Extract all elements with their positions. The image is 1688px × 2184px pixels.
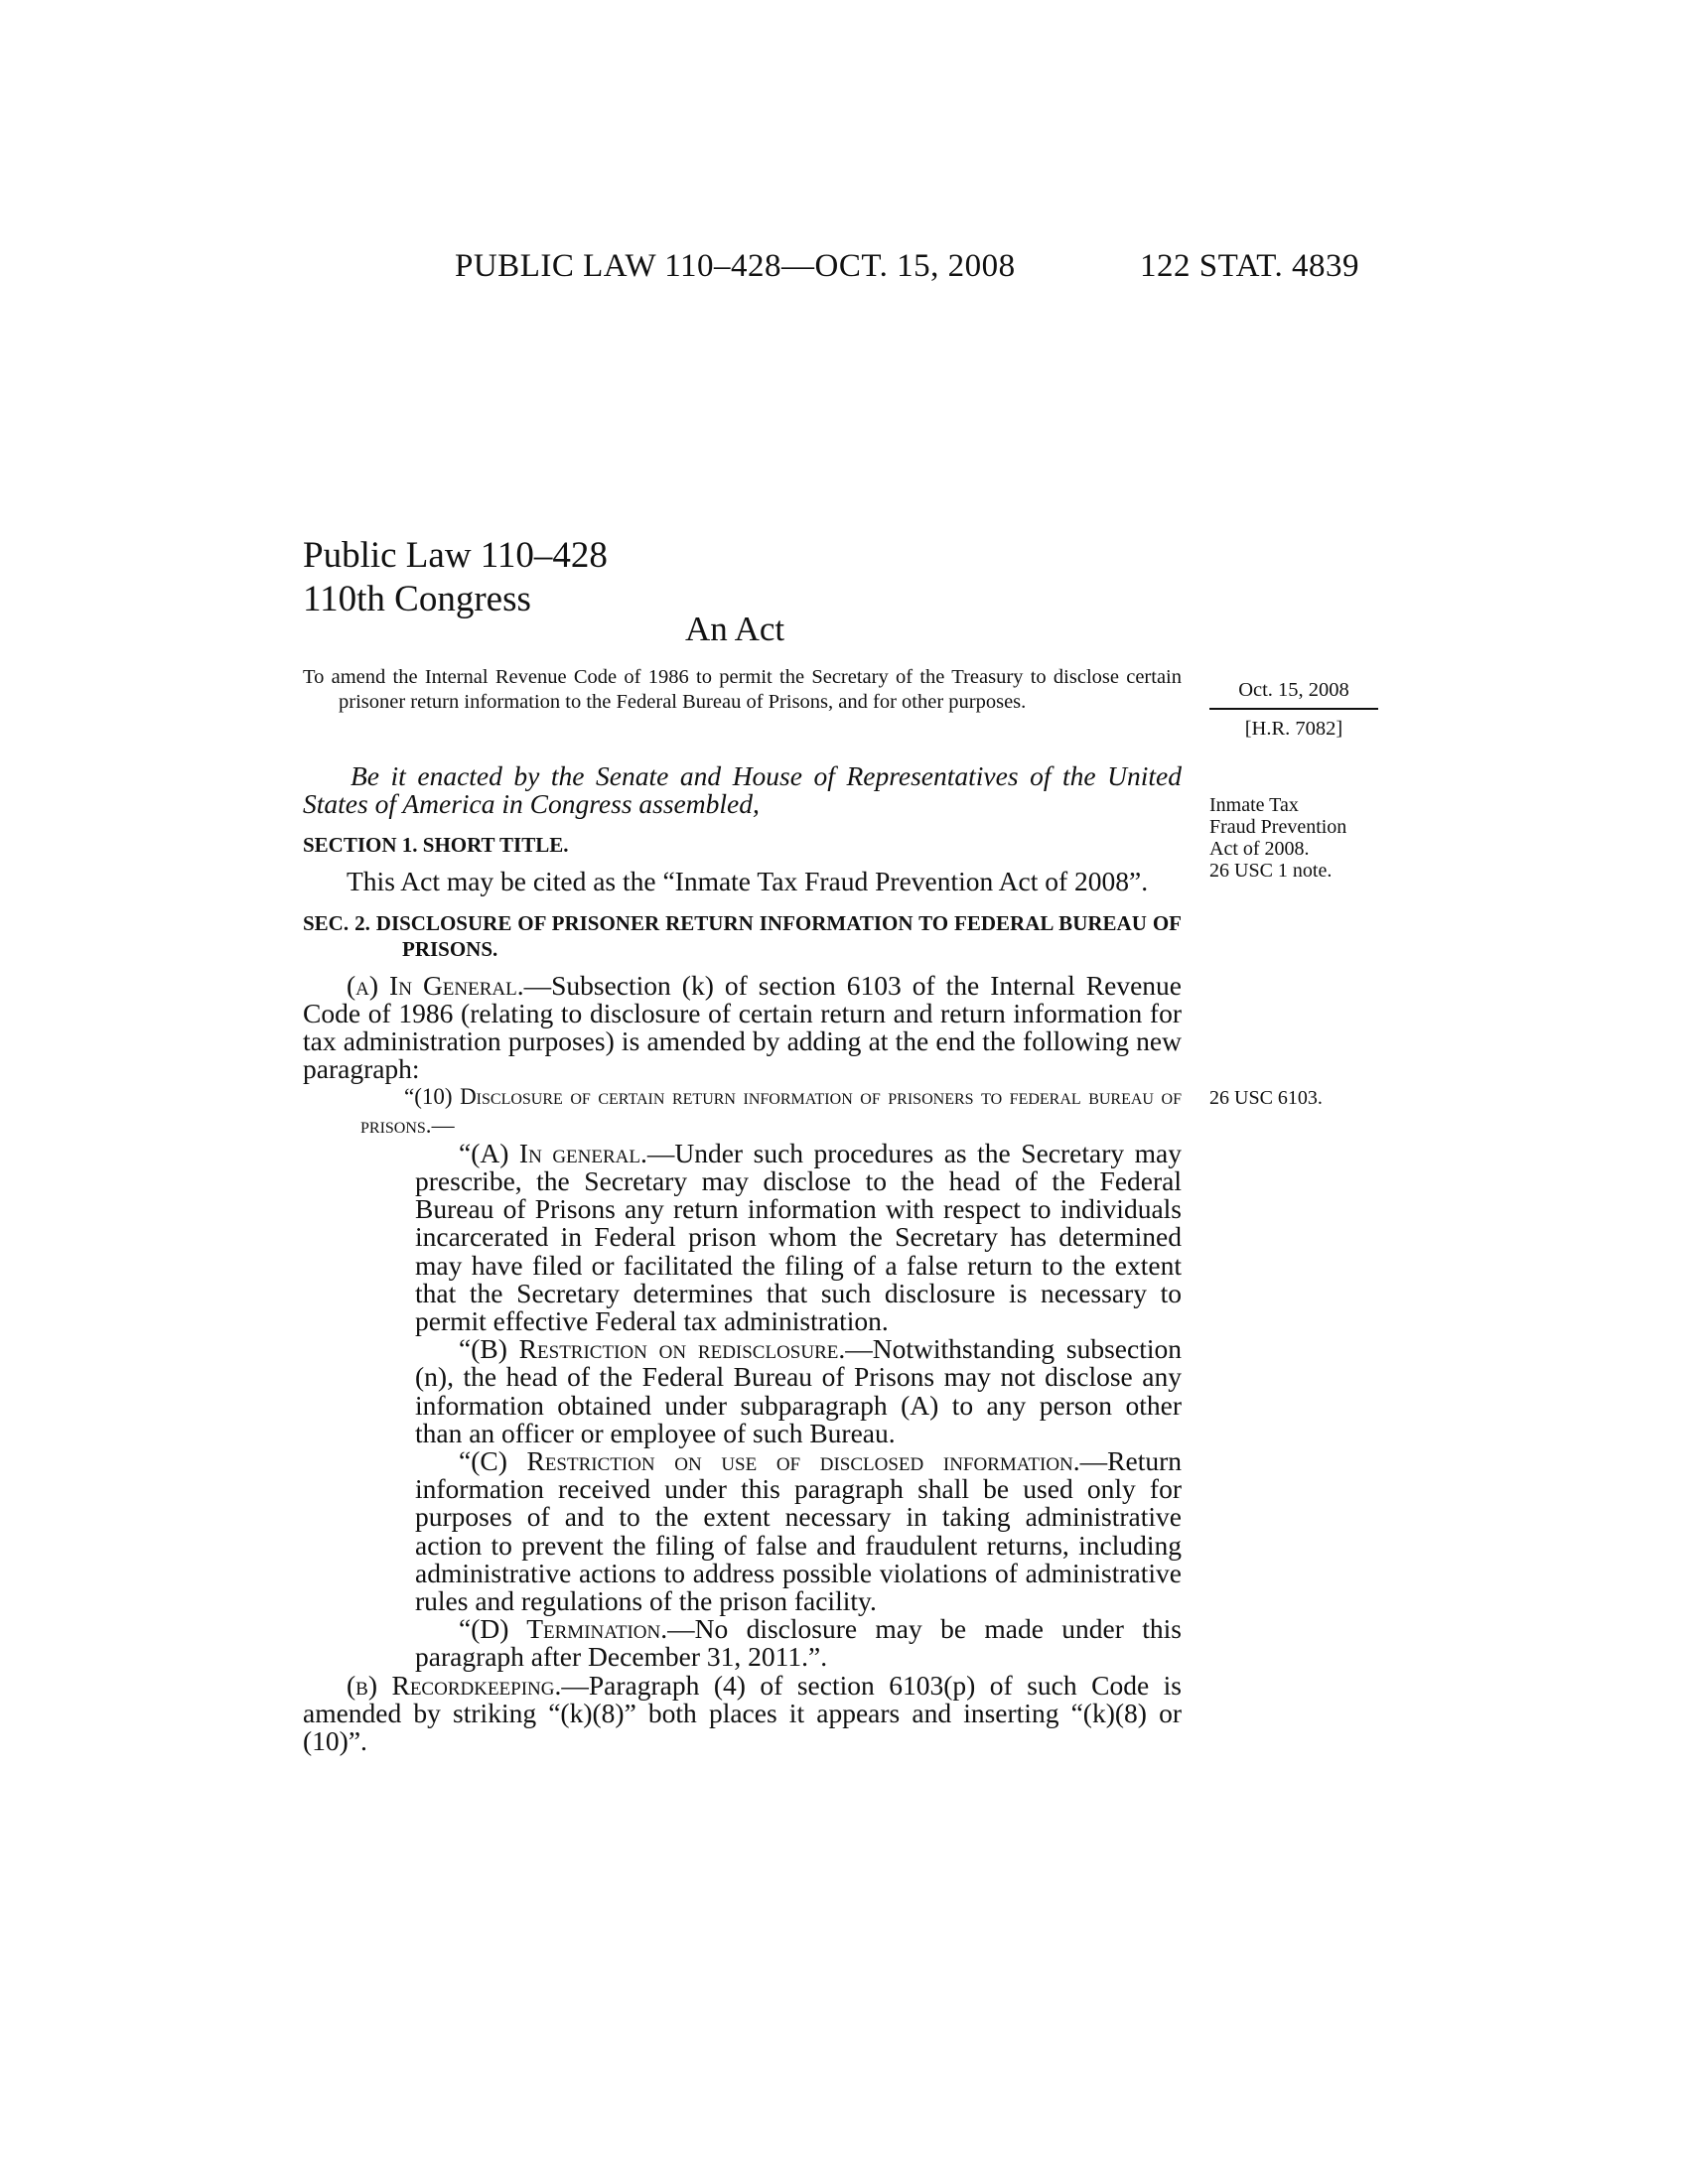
subparagraph-b-label: “(B) Restriction on redisclosure.: [459, 1333, 846, 1365]
running-head-page: 122 STAT. 4839: [1140, 248, 1360, 284]
purpose-clause: [303, 665, 1182, 715]
public-law-number: Public Law 110–428: [303, 535, 608, 576]
paragraph-10: [303, 1083, 1182, 1139]
subparagraph-d-label: “(D) Termination.: [459, 1613, 668, 1645]
subparagraph-b-text: —Notwithstanding subsection (n), the head of the Federal Bureau of Prisons may not disclose any information obtained under subparagraph (A) to any person other than an officer or employee of such Bureau.: [415, 1333, 1182, 1448]
bill-number: [H.R. 7082]: [1244, 718, 1343, 740]
congress: 110th Congress: [303, 579, 531, 619]
subparagraph-d-text: —No disclosure may be made under this paragraph after December 31, 2011.”.: [415, 1613, 1182, 1673]
purpose-text: To amend the Internal Revenue Code of 1986 to permit the Secretary of the Treasury to disclose certain prisoner return information to the Federal Bureau of Prisons, and for other purposes.: [303, 666, 1182, 713]
subsection-a: [303, 969, 1182, 1085]
margin-note-short-title: Inmate Tax Fraud Prevention Act of 2008. 26 USC 1 note.: [1209, 794, 1347, 882]
subsection-b-label: (b) Recordkeeping.: [347, 1669, 562, 1701]
subparagraph-d: [303, 1615, 1182, 1671]
law-title-block: [303, 534, 608, 621]
subparagraph-a-label: “(A) In general.: [459, 1137, 647, 1168]
subsection-b: [303, 1669, 1182, 1757]
subparagraph-a-text: —Under such procedures as the Secretary may prescribe, the Secretary may disclose to the head of the Federal Bureau of Prisons any return information with respect to individuals incarcerated in Federal prison whom the Secretary has determined may have filed or facilitated the filing of a false return to the extent that the Secretary determines that such disclosure is necessary to permit effective Federal tax administration.: [415, 1137, 1182, 1337]
subparagraph-c: [303, 1447, 1182, 1615]
section-2-heading: SEC. 2. DISCLOSURE OF PRISONER RETURN INFORMATION TO FEDERAL BUREAU OF PRISONS.: [303, 910, 1182, 961]
an-act-heading: An Act: [685, 610, 785, 648]
subparagraph-b: [303, 1335, 1182, 1447]
subsection-b-text: —Paragraph (4) of section 6103(p) of such Code is amended by striking “(k)(8)” both places it appears and inserting “(k)(8) or (10)”.: [303, 1669, 1182, 1757]
enactment-date-block: [1209, 679, 1378, 741]
running-head-left: PUBLIC LAW 110–428—OCT. 15, 2008: [455, 248, 1016, 284]
subsection-a-text: —Subsection (k) of section 6103 of the Internal Revenue Code of 1986 (relating to disclosure of certain return and return information for tax administration purposes) is amended by adding at the end the following new paragraph:: [303, 969, 1182, 1085]
subparagraph-c-text: —Return information received under this paragraph shall be used only for purposes of and to the extent necessary in taking administrative action to prevent the filing of false and fraudulent returns, including administrative actions to address possible violations of administrative rules and regulations of the prison facility.: [415, 1445, 1182, 1617]
section-1-heading: SECTION 1. SHORT TITLE.: [303, 833, 569, 858]
subsection-a-label: (a) In General.: [347, 969, 524, 1001]
margin-note-usc: 26 USC 6103.: [1209, 1087, 1323, 1109]
section-1-text: This Act may be cited as the “Inmate Tax Fraud Prevention Act of 2008”.: [347, 866, 1149, 897]
paragraph-10-label: “(10) Disclosure of certain return information of prisoners to federal bureau of prisons.: [360, 1084, 1182, 1138]
enacting-clause: Be it enacted by the Senate and House of Representatives of the United States of America in Congress assembled,: [303, 760, 1182, 820]
subparagraph-a: [303, 1137, 1182, 1337]
act-body: [303, 762, 1182, 1755]
paragraph-10-text: —: [431, 1112, 455, 1138]
subparagraph-c-label: “(C) Restriction on use of disclosed information.: [459, 1445, 1080, 1477]
enactment-date: Oct. 15, 2008: [1209, 679, 1378, 710]
